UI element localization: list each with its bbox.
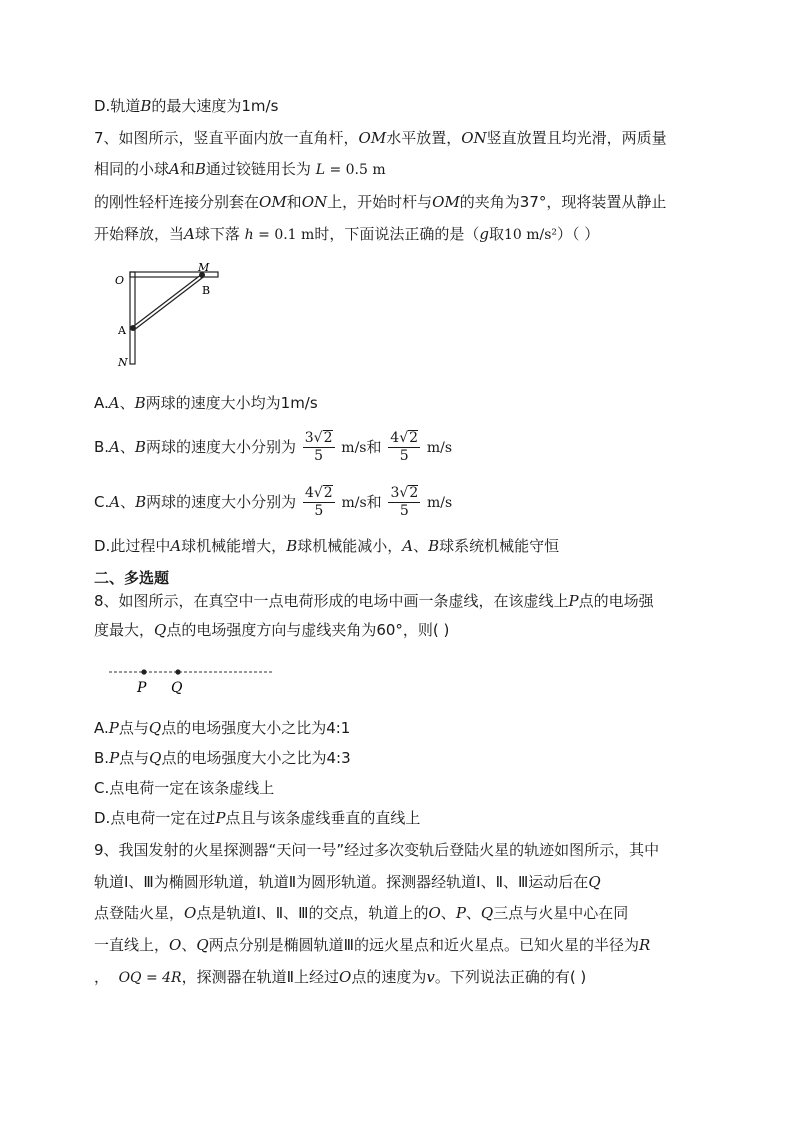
ball-a <box>130 325 136 331</box>
q8-option-a: A.P点与Q点的电场强度大小之比为4:1 <box>94 719 351 737</box>
label-a: A <box>118 324 126 337</box>
q7-option-a: A.A、B两球的速度大小均为1m/s <box>94 394 318 412</box>
q7-rod-figure <box>110 258 230 373</box>
fraction-1: $\frac{3√2}{5}$ <box>304 430 333 464</box>
q8-dashed-line-figure <box>104 660 279 700</box>
q9-stem-line1: 9、我国发射的火星探测器“天问一号”经过多次变轨后登陆火星的轨迹如图所示，其中 <box>94 841 660 859</box>
vertical-rod-on <box>130 272 135 364</box>
q7-stem-line2: 相同的小球A和B通过铰链用长为 L = 0.5 m <box>94 160 386 178</box>
label-n: N <box>118 356 128 369</box>
section-heading: 二、多选题 <box>94 569 170 587</box>
label-m: M <box>198 261 210 274</box>
q7-stem-line4: 开始释放，当A球下落 h = 0.1 m时，下面说法正确的是（g取10 m/s²）（ ） <box>94 225 600 243</box>
fraction-1: $\frac{4√2}{5}$ <box>304 485 333 519</box>
q9-stem-line3: 点登陆火星，O点是轨道Ⅰ、Ⅱ、Ⅲ的交点，轨道上的O、P、Q三点与火星中心在同 <box>94 904 629 922</box>
q8-option-b: B.P点与Q点的电场强度大小之比为4:3 <box>94 749 351 767</box>
q8-stem-line1: 8、如图所示，在真空中一点电荷形成的电场中画一条虚线，在该虚线上P点的电场强 <box>94 592 654 610</box>
q8-option-c: C.点电荷一定在该条虚线上 <box>94 779 275 797</box>
label-q: Q <box>171 680 183 696</box>
label-o: O <box>115 274 125 287</box>
q6-option-d: D.轨道B的最大速度为1m/s <box>94 97 279 115</box>
q9-stem-line4: 一直线上，O、Q两点分别是椭圆轨道Ⅲ的远火星点和近火星点。已知火星的半径为R <box>94 936 651 954</box>
q8-option-d: D.点电荷一定在过P点且与该条虚线垂直的直线上 <box>94 809 421 827</box>
q9-stem-line2: 轨道Ⅰ、Ⅲ为椭圆形轨道，轨道Ⅱ为圆形轨道。探测器经轨道Ⅰ、Ⅱ、Ⅲ运动后在Q <box>94 873 601 891</box>
fraction-2: $\frac{3√2}{5}$ <box>390 485 419 519</box>
label-b: B <box>202 284 211 297</box>
fraction-2: $\frac{4√2}{5}$ <box>390 430 419 464</box>
q7-option-b: B.A、B两球的速度大小分别为 $\frac{3√2}{5}$ m/s和 $\frac{4√2}{5}$ m/s <box>94 430 453 464</box>
q7-stem-line1: 7、如图所示，竖直平面内放一直角杆，OM水平放置，ON竖直放置且均光滑，两质量 <box>94 129 667 147</box>
point-q <box>175 669 180 674</box>
q9-stem-line5: ， OQ = 4R，探测器在轨道Ⅱ上经过O点的速度为v。下列说法正确的有( ) <box>94 968 587 986</box>
q7-option-d: D.此过程中A球机械能增大，B球机械能减小，A、B球系统机械能守恒 <box>94 537 560 555</box>
q8-stem-line2: 度最大，Q点的电场强度方向与虚线夹角为60°，则( ) <box>94 621 450 639</box>
label-p: P <box>137 680 147 696</box>
q7-option-c: C.A、B两球的速度大小分别为 $\frac{4√2}{5}$ m/s和 $\frac{3√2}{5}$ m/s <box>94 485 453 519</box>
q7-stem-line3: 的刚性轻杆连接分别套在OM和ON上，开始时杆与OM的夹角为37°，现将装置从静止 <box>94 193 667 211</box>
point-p <box>141 669 146 674</box>
